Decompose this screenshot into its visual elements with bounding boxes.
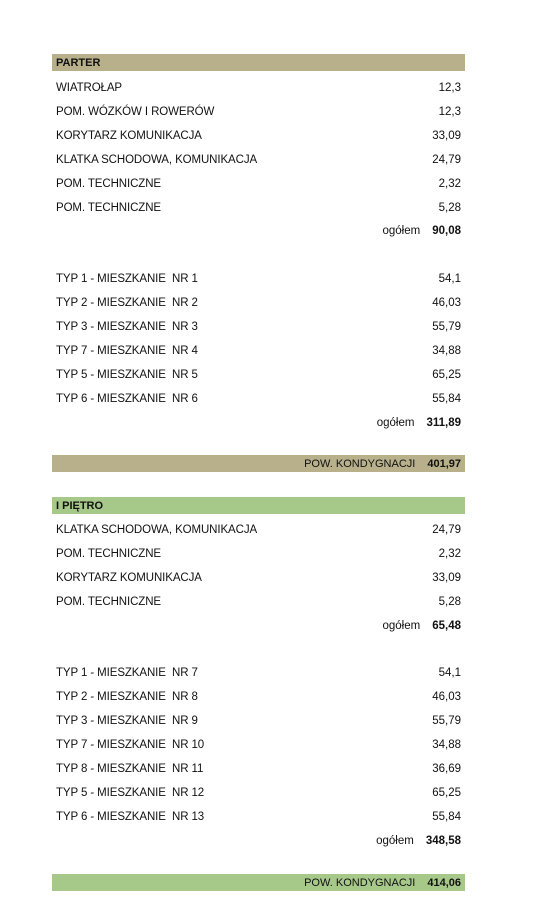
subtotal-row <box>56 833 461 849</box>
area-value: 55,84 <box>432 811 461 823</box>
section-title: I PIĘTRO <box>56 499 104 512</box>
room-label: POM. TECHNICZNE <box>56 202 161 214</box>
room-label: KLATKA SCHODOWA, KOMUNIKACJA <box>56 154 258 166</box>
subtotal-row <box>56 223 461 239</box>
unit-label: TYP 7 - MIESZKANIE NR 10 <box>56 739 205 751</box>
table-row <box>56 522 461 538</box>
floor-total-bar <box>52 874 465 891</box>
unit-label: TYP 5 - MIESZKANIE NR 12 <box>56 787 205 799</box>
area-value: 5,28 <box>438 202 461 214</box>
subtotal-label: ogółem <box>382 225 421 237</box>
room-label: WIATROŁAP <box>56 82 122 94</box>
subtotal-row <box>56 618 461 634</box>
table-row <box>56 319 461 335</box>
area-value: 54,1 <box>438 667 461 679</box>
unit-label: TYP 1 - MIESZKANIE NR 7 <box>56 667 198 679</box>
subtotal-value: 348,58 <box>425 835 461 847</box>
table-row <box>56 570 461 586</box>
table-row <box>56 271 461 287</box>
table-row <box>56 785 461 801</box>
area-value: 5,28 <box>438 596 461 608</box>
table-row <box>56 546 461 562</box>
subtotal-label: ogółem <box>376 417 415 429</box>
subtotal-value: 311,89 <box>426 417 461 429</box>
floor-total-value: 401,97 <box>427 457 461 470</box>
area-value: 55,84 <box>432 393 461 405</box>
floor-total-value: 414,06 <box>427 876 461 889</box>
unit-label: TYP 6 - MIESZKANIE NR 6 <box>56 393 198 405</box>
area-value: 24,79 <box>432 154 461 166</box>
table-row <box>56 809 461 825</box>
area-value: 24,79 <box>432 524 461 536</box>
subtotal-label: ogółem <box>382 620 421 632</box>
area-value: 54,1 <box>438 273 461 285</box>
table-row <box>56 713 461 729</box>
floor-total-label: POW. KONDYGNACJI <box>304 876 416 889</box>
table-row <box>56 367 461 383</box>
unit-label: TYP 2 - MIESZKANIE NR 2 <box>56 297 198 309</box>
area-value: 34,88 <box>432 739 461 751</box>
table-row <box>56 128 461 144</box>
unit-label: TYP 3 - MIESZKANIE NR 3 <box>56 321 198 333</box>
table-row <box>56 176 461 192</box>
area-value: 2,32 <box>438 548 461 560</box>
unit-label: TYP 5 - MIESZKANIE NR 5 <box>56 369 198 381</box>
room-label: KORYTARZ KOMUNIKACJA <box>56 130 202 142</box>
area-value: 12,3 <box>438 82 461 94</box>
area-value: 55,79 <box>432 321 461 333</box>
unit-label: TYP 6 - MIESZKANIE NR 13 <box>56 811 205 823</box>
unit-label: TYP 3 - MIESZKANIE NR 9 <box>56 715 198 727</box>
subtotal-value: 90,08 <box>432 225 461 237</box>
room-label: POM. TECHNICZNE <box>56 596 161 608</box>
subtotal-row <box>56 415 461 431</box>
unit-label: TYP 2 - MIESZKANIE NR 8 <box>56 691 198 703</box>
unit-label: TYP 8 - MIESZKANIE NR 11 <box>56 763 204 775</box>
floor-total-label: POW. KONDYGNACJI <box>304 457 416 470</box>
area-value: 34,88 <box>432 345 461 357</box>
table-row <box>56 200 461 216</box>
area-value: 65,25 <box>432 787 461 799</box>
section-header-pietro <box>52 497 465 514</box>
unit-label: TYP 1 - MIESZKANIE NR 1 <box>56 273 198 285</box>
room-label: KLATKA SCHODOWA, KOMUNIKACJA <box>56 524 258 536</box>
area-value: 12,3 <box>438 106 461 118</box>
table-row <box>56 594 461 610</box>
room-label: POM. TECHNICZNE <box>56 548 161 560</box>
floor-total-bar <box>52 455 465 472</box>
area-value: 33,09 <box>432 130 461 142</box>
area-value: 46,03 <box>432 297 461 309</box>
area-value: 36,69 <box>432 763 461 775</box>
table-row <box>56 737 461 753</box>
subtotal-label: ogółem <box>376 835 414 847</box>
room-label: POM. TECHNICZNE <box>56 178 161 190</box>
unit-label: TYP 7 - MIESZKANIE NR 4 <box>56 345 198 357</box>
table-row <box>56 689 461 705</box>
subtotal-value: 65,48 <box>432 620 461 632</box>
section-header-parter <box>52 54 465 71</box>
room-label: KORYTARZ KOMUNIKACJA <box>56 572 202 584</box>
table-row <box>56 665 461 681</box>
area-value: 33,09 <box>432 572 461 584</box>
area-value: 2,32 <box>438 178 461 190</box>
table-row <box>56 391 461 407</box>
table-row <box>56 80 461 96</box>
table-row <box>56 152 461 168</box>
section-title: PARTER <box>56 56 101 69</box>
table-row <box>56 761 461 777</box>
table-row <box>56 343 461 359</box>
area-value: 46,03 <box>432 691 461 703</box>
room-label: POM. WÓZKÓW I ROWERÓW <box>56 106 215 118</box>
area-value: 55,79 <box>432 715 461 727</box>
table-row <box>56 104 461 120</box>
area-value: 65,25 <box>432 369 461 381</box>
table-row <box>56 295 461 311</box>
